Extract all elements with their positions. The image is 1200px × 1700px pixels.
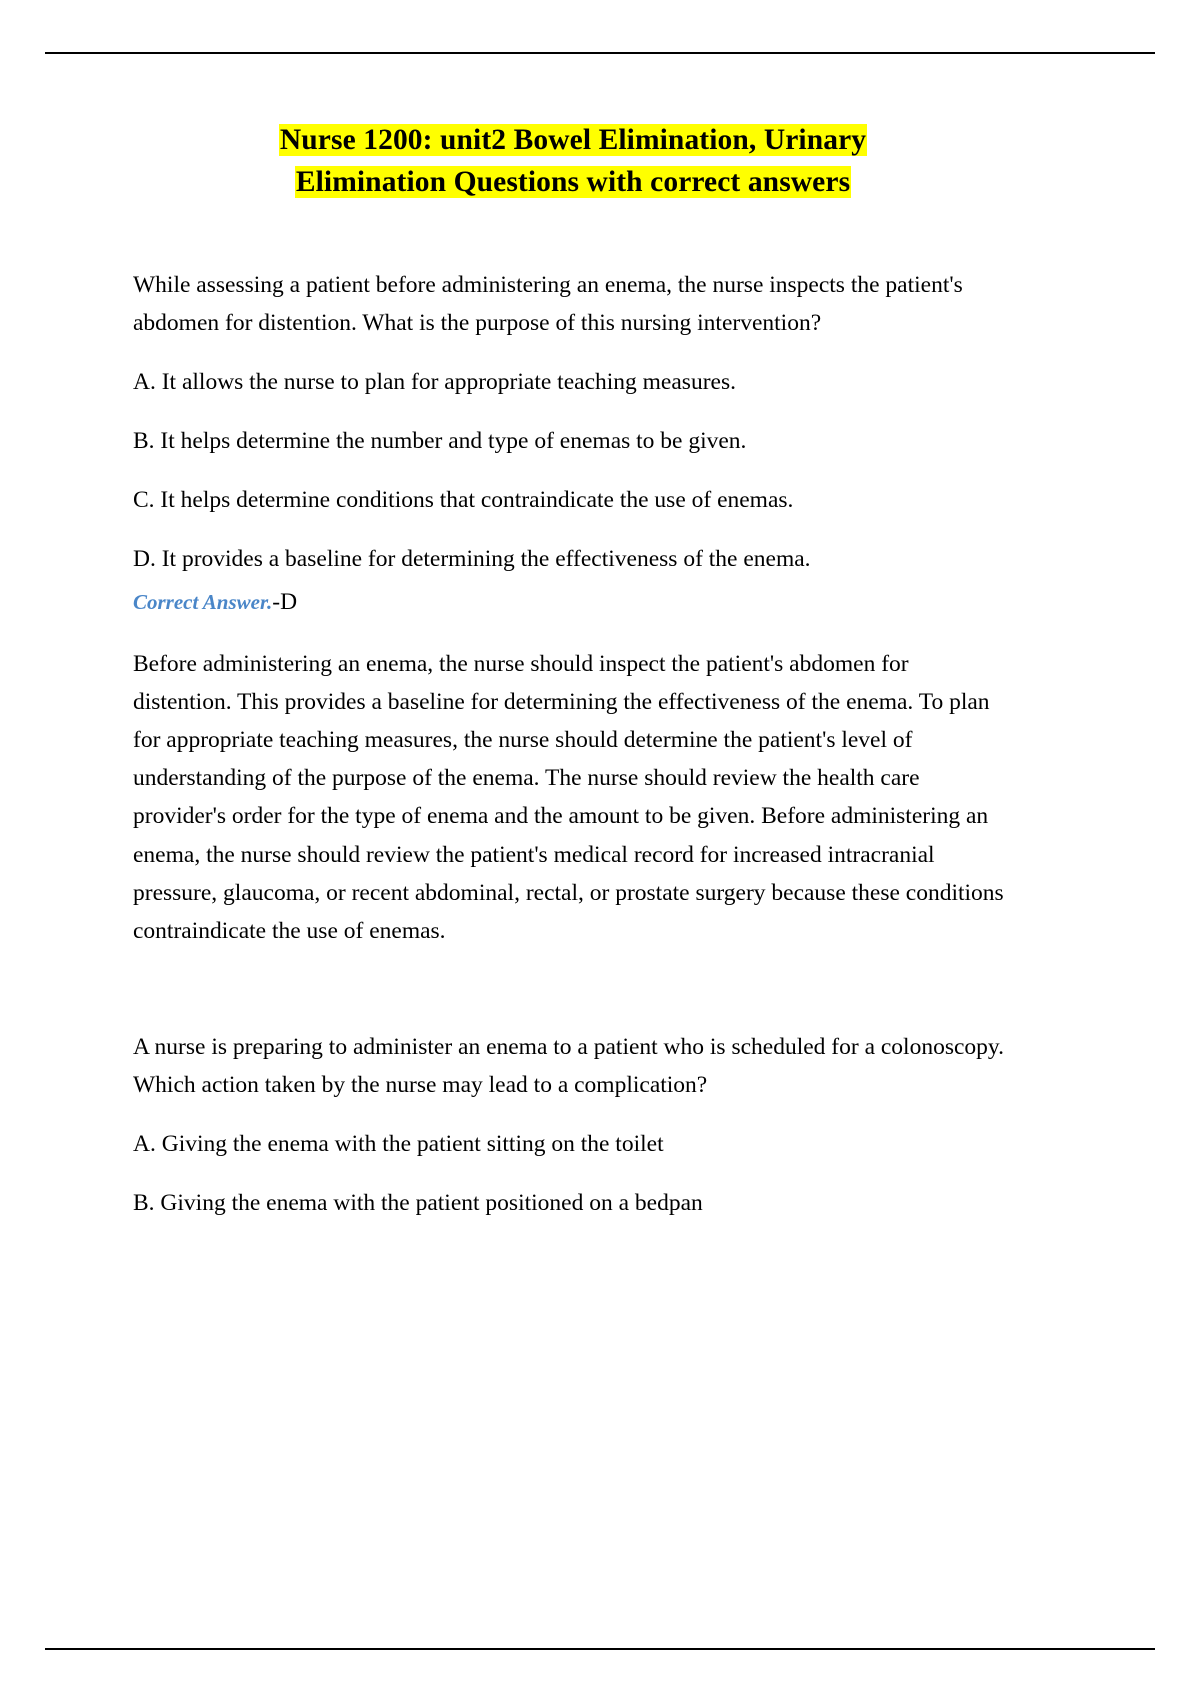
question-1-option-c: C. It helps determine conditions that contraindicate the use of enemas.: [133, 487, 794, 513]
question-1-explanation: Before administering an enema, the nurse should inspect the patient's abdomen for distention. This provides a baseline for determining the effectiveness of the enema. To plan for appropriate teaching measures, the nurse should determine the patient's level of understanding of the purpose of the enema. The nurse should review the health care provider's order for the type of enema and the amount to be given. Before administering an enema, the nurse should review the patient's medical record for increased intracranial pressure, glaucoma, or recent abdominal, rectal, or prostate surgery because these conditions contraindicate the use of enemas.: [133, 651, 1004, 944]
question-1-option-b: B. It helps determine the number and type of enemas to be given.: [133, 427, 747, 454]
page-title-line-2: Elimination Questions with correct answers: [295, 165, 851, 198]
correct-answer-label: Correct Answer.: [133, 590, 273, 615]
question-1-option-a: A. It allows the nurse to plan for appropriate teaching measures.: [133, 368, 736, 395]
question-2-option-b: B. Giving the enema with the patient positioned on a bedpan: [133, 1189, 703, 1216]
question-1-option-d: D. It provides a baseline for determining the effectiveness of the enema.: [133, 546, 811, 573]
question-2-stem: A nurse is preparing to administer an enema to a patient who is scheduled for a colonoscopy. Which action taken by the nurse may lead to a complication?: [133, 1033, 1005, 1098]
question-1-stem: While assessing a patient before administering an enema, the nurse inspects the patient's abdomen for distention. What is the purpose of this nursing intervention?: [133, 271, 963, 336]
correct-answer-value: -D: [272, 589, 298, 616]
question-2-option-a: A. Giving the enema with the patient sitting on the toilet: [133, 1130, 664, 1157]
header-divider: [45, 52, 1155, 54]
footer-divider: [45, 1648, 1155, 1650]
question-1-answer: [133, 583, 1013, 621]
document-body: [133, 120, 1013, 1222]
page-title: [133, 120, 1013, 204]
page-title-line-1: Nurse 1200: unit2 Bowel Elimination, Urinary: [279, 124, 867, 156]
